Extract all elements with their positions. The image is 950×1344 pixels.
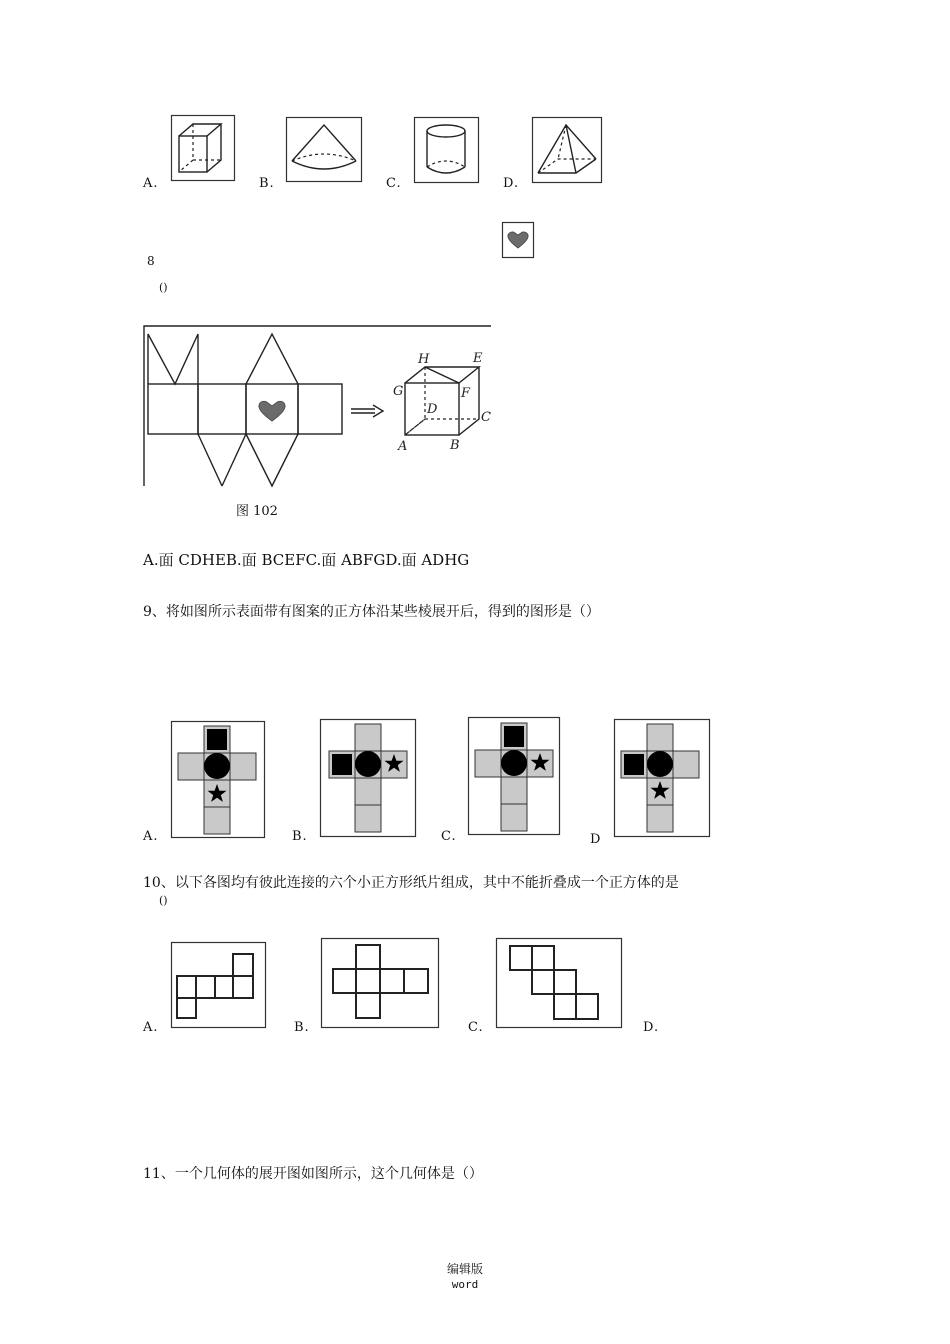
q7-cube-figure [171, 115, 235, 181]
footer-word: word [451, 1278, 479, 1291]
svg-text:A: A [398, 439, 408, 454]
q8-answer-options: A.面 CDHEB.面 BCEFC.面 ABFGD.面 ADHG [143, 551, 470, 569]
q9-option-b-figure [320, 719, 416, 837]
q10-option-b-label: B. [294, 1020, 310, 1035]
q10-option-b-figure [321, 938, 439, 1028]
q7-cone-figure [286, 117, 362, 182]
q7-option-b-label: B. [259, 176, 275, 191]
q9-option-b-label: B. [292, 829, 308, 844]
q10-option-c-label: C. [468, 1020, 484, 1035]
q9-option-c-figure [468, 717, 560, 835]
q10-option-a-label: A. [143, 1020, 159, 1035]
q9-option-a-label: A. [143, 829, 159, 844]
q11-question: 11、一个几何体的展开图如图所示，这个几何体是（） [143, 1166, 483, 1182]
q8-number: 8 [147, 254, 155, 268]
q10-option-d-label: D. [643, 1020, 660, 1035]
svg-text:G: G [393, 384, 404, 399]
q7-option-c-label: C. [386, 176, 402, 191]
q9-question: 9、将如图所示表面带有图案的正方体沿某些棱展开后，得到的图形是（） [143, 604, 600, 620]
heart-icon [259, 401, 285, 421]
q10-bracket: () [159, 894, 168, 907]
q7-option-a-label: A. [143, 176, 159, 191]
q10-option-a-figure [171, 942, 266, 1028]
q9-option-d-label: D [590, 832, 602, 847]
q7-option-d-label: D. [503, 176, 520, 191]
q10-question: 10、以下各图均有彼此连接的六个小正方形纸片组成，其中不能折叠成一个正方体的是 [143, 875, 679, 891]
heart-thumbnail [502, 222, 534, 258]
q8-figure-caption: 图 102 [236, 504, 278, 519]
svg-text:D: D [427, 402, 438, 417]
q9-option-a-figure [171, 721, 265, 838]
svg-text:B: B [450, 438, 460, 453]
q10-option-c-figure [496, 938, 622, 1028]
q9-option-c-label: C. [441, 829, 457, 844]
q7-cylinder-figure [414, 117, 479, 183]
svg-text:E: E [473, 351, 483, 366]
q7-pyramid-figure [532, 117, 602, 183]
q8-bracket: () [159, 281, 168, 294]
q8-net-and-cube-figure [143, 325, 493, 490]
q9-option-d-figure [614, 719, 710, 837]
svg-text:F: F [461, 386, 471, 401]
svg-text:C: C [481, 410, 491, 425]
footer-edition: 编辑版 [446, 1262, 483, 1276]
svg-text:H: H [418, 352, 430, 367]
